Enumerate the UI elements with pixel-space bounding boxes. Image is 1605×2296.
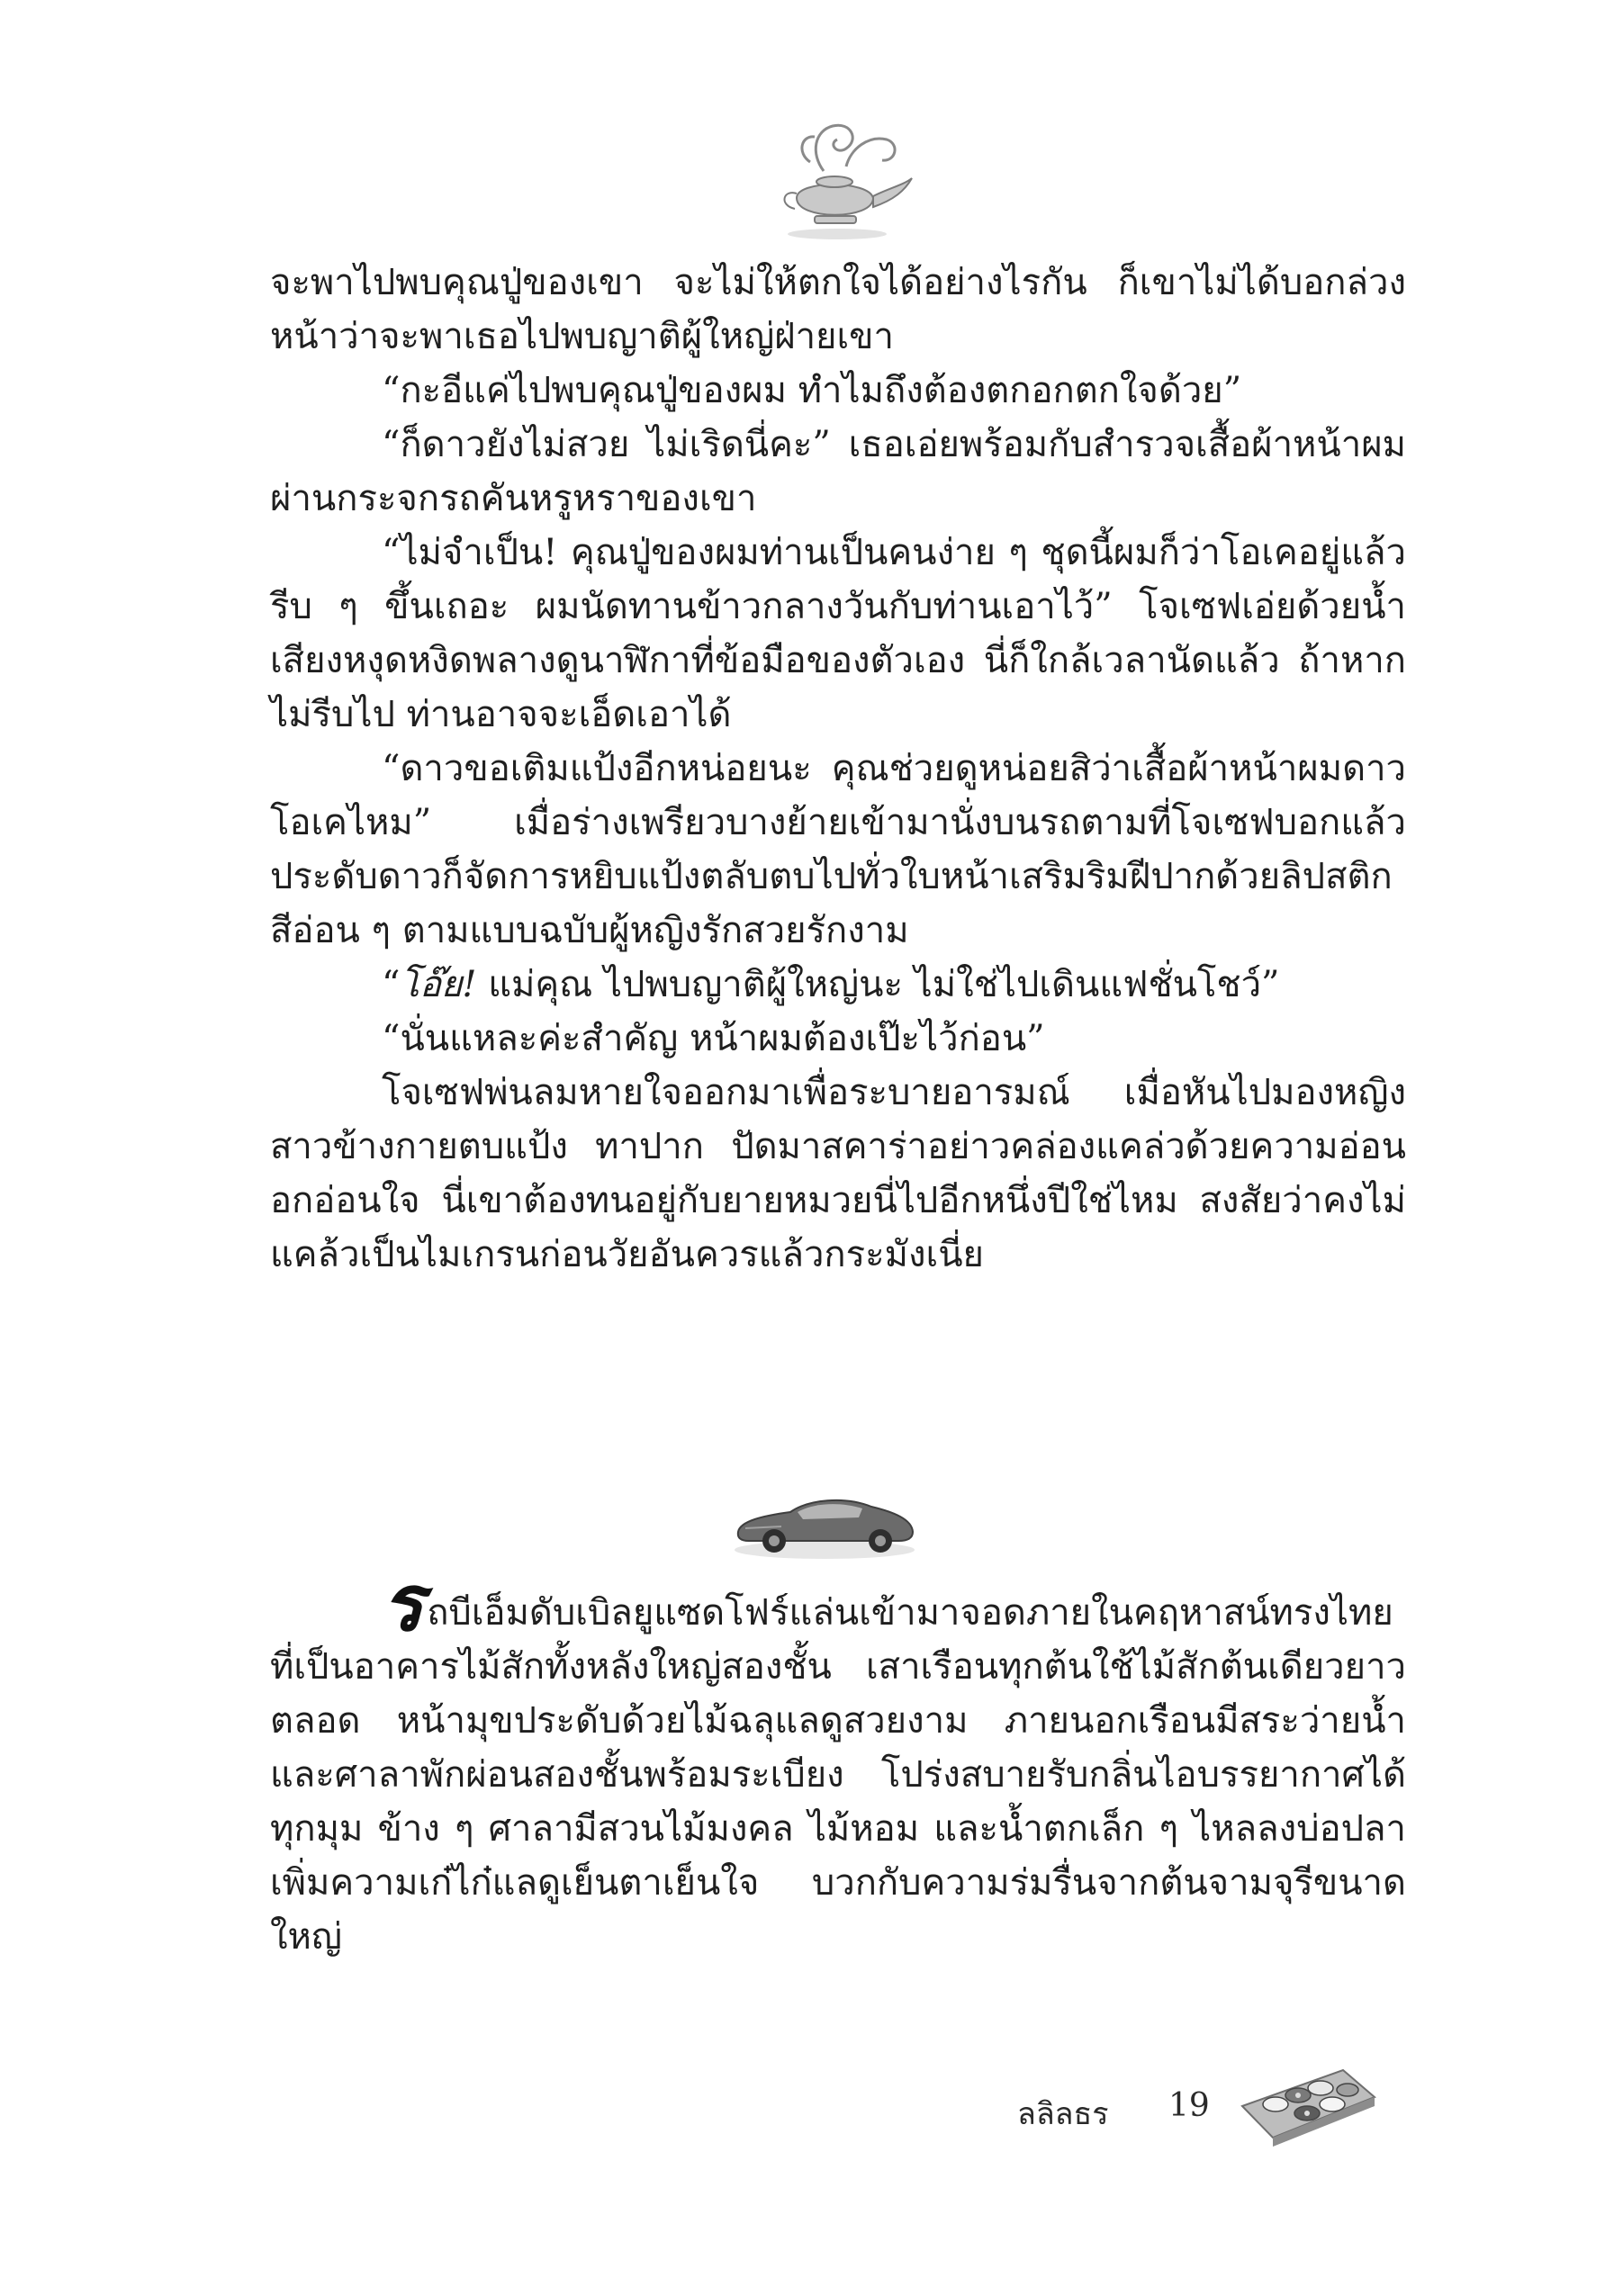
sports-car-icon [727, 1476, 921, 1566]
paragraph: “นั่นแหละค่ะสำคัญ หน้าผมต้องเป๊ะไว้ก่อน” [382, 1018, 1045, 1059]
paragraph-text: ถบีเอ็มดับเบิลยูแซดโฟร์แล่นเข้ามาจอดภายในคฤหาสน์ทรงไทยที่เป็นอาคารไม้สักทั้งหลังใหญ่สองชั้น เสาเรือนทุกต้นใช้ไม้สักต้นเดียวยาวตลอด หน้ามุขประดับด้วยไม้ฉลุแลดูสวยงาม ภายนอกเรือนมีสระว่ายน้ำและศาลาพักผ่อนสองชั้นพร้อมระเบียง โปร่งสบายรับกลิ่นไอบรรยากาศได้ทุกมุม ข้าง ๆ ศาลามีสวนไม้มงคล ไม้หอม และน้ำตกเล็ก ๆ ไหลลงบ่อปลาเพิ่มความเก๋ไก๋แลดูเย็นตาเย็นใจ บวกกับความร่มรื่นจากต้นจามจุรีขนาดใหญ่ [270, 1592, 1406, 1958]
paragraph: “ก็ดาวยังไม่สวย ไม่เริดนี่คะ” เธอเอ่ยพร้อมกับสำรวจเสื้อผ้าหน้าผมผ่านกระจกรถคันหรูหราของเขา [270, 424, 1406, 519]
story-section-1 [270, 256, 1406, 1282]
quote-open: “ [382, 964, 401, 1005]
sushi-platter-icon [1235, 2043, 1379, 2156]
exclamation-rest: แม่คุณ ไปพบญาติผู้ใหญ่นะ ไม่ใช่ไปเดินแฟชั่นโชว์” [476, 964, 1280, 1005]
story-section-2 [270, 1558, 1406, 1964]
book-title: ลลิลธร [1017, 2096, 1109, 2132]
paragraph: “ดาวขอเติมแป้งอีกหน่อยนะ คุณช่วยดูหน่อยสิว่าเสื้อผ้าหน้าผมดาวโอเคไหม” เมื่อร่างเพรียวบางย้ายเข้ามานั่งบนรถตามที่โจเซฟบอกแล้ว ประดับดาวก็จัดการหยิบแป้งตลับตบไปทั่วใบหน้าเสริมริมฝีปากด้วยลิปสติกสีอ่อน ๆ ตามแบบฉบับผู้หญิงรักสวยรักงาม [270, 748, 1406, 951]
exclamation-word: โอ๊ย! [400, 964, 477, 1005]
paragraph: จะพาไปพบคุณปู่ของเขา จะไม่ให้ตกใจได้อย่างไรกัน ก็เขาไม่ได้บอกล่วงหน้าว่าจะพาเธอไปพบญาติผู้ใหญ่ฝ่ายเขา [270, 262, 1406, 357]
page-number: 19 [1168, 2087, 1210, 2124]
paragraph-exclamation [270, 958, 1406, 1012]
paragraph: “กะอีแค่ไปพบคุณปู่ของผม ทำไมถึงต้องตกอกตกใจด้วย” [382, 370, 1242, 411]
paragraph: โจเซฟพ่นลมหายใจออกมาเพื่อระบายอารมณ์ เมื่อหันไปมองหญิงสาวข้างกายตบแป้ง ทาปาก ปัดมาสคาร่าอย่าวคล่องแคล่วด้วยความอ่อนอกอ่อนใจ นี่เขาต้องทนอยู่กับยายหมวยนี่ไปอีกหนึ่งปีใช่ไหม สงสัยว่าคงไม่แคล้วเป็นไมเกรนก่อนวัยอันควรแล้วกระมังเนี่ย [270, 1072, 1406, 1275]
drop-cap: ร [382, 1558, 424, 1649]
paragraph-with-dropcap [270, 1558, 1406, 1964]
paragraph: “ไม่จำเป็น! คุณปู่ของผมท่านเป็นคนง่าย ๆ ชุดนี้ผมก็ว่าโอเคอยู่แล้ว รีบ ๆ ขึ้นเถอะ ผมนัดทานข้าวกลางวันกับท่านเอาไว้” โจเซฟเอ่ยด้วยน้ำเสียงหงุดหงิดพลางดูนาฬิกาที่ข้อมือของตัวเอง นี่ก็ใกล้เวลานัดแล้ว ถ้าหากไม่รีบไป ท่านอาจจะเอ็ดเอาได้ [270, 532, 1406, 735]
teapot-genie-ornament-icon [761, 99, 914, 248]
